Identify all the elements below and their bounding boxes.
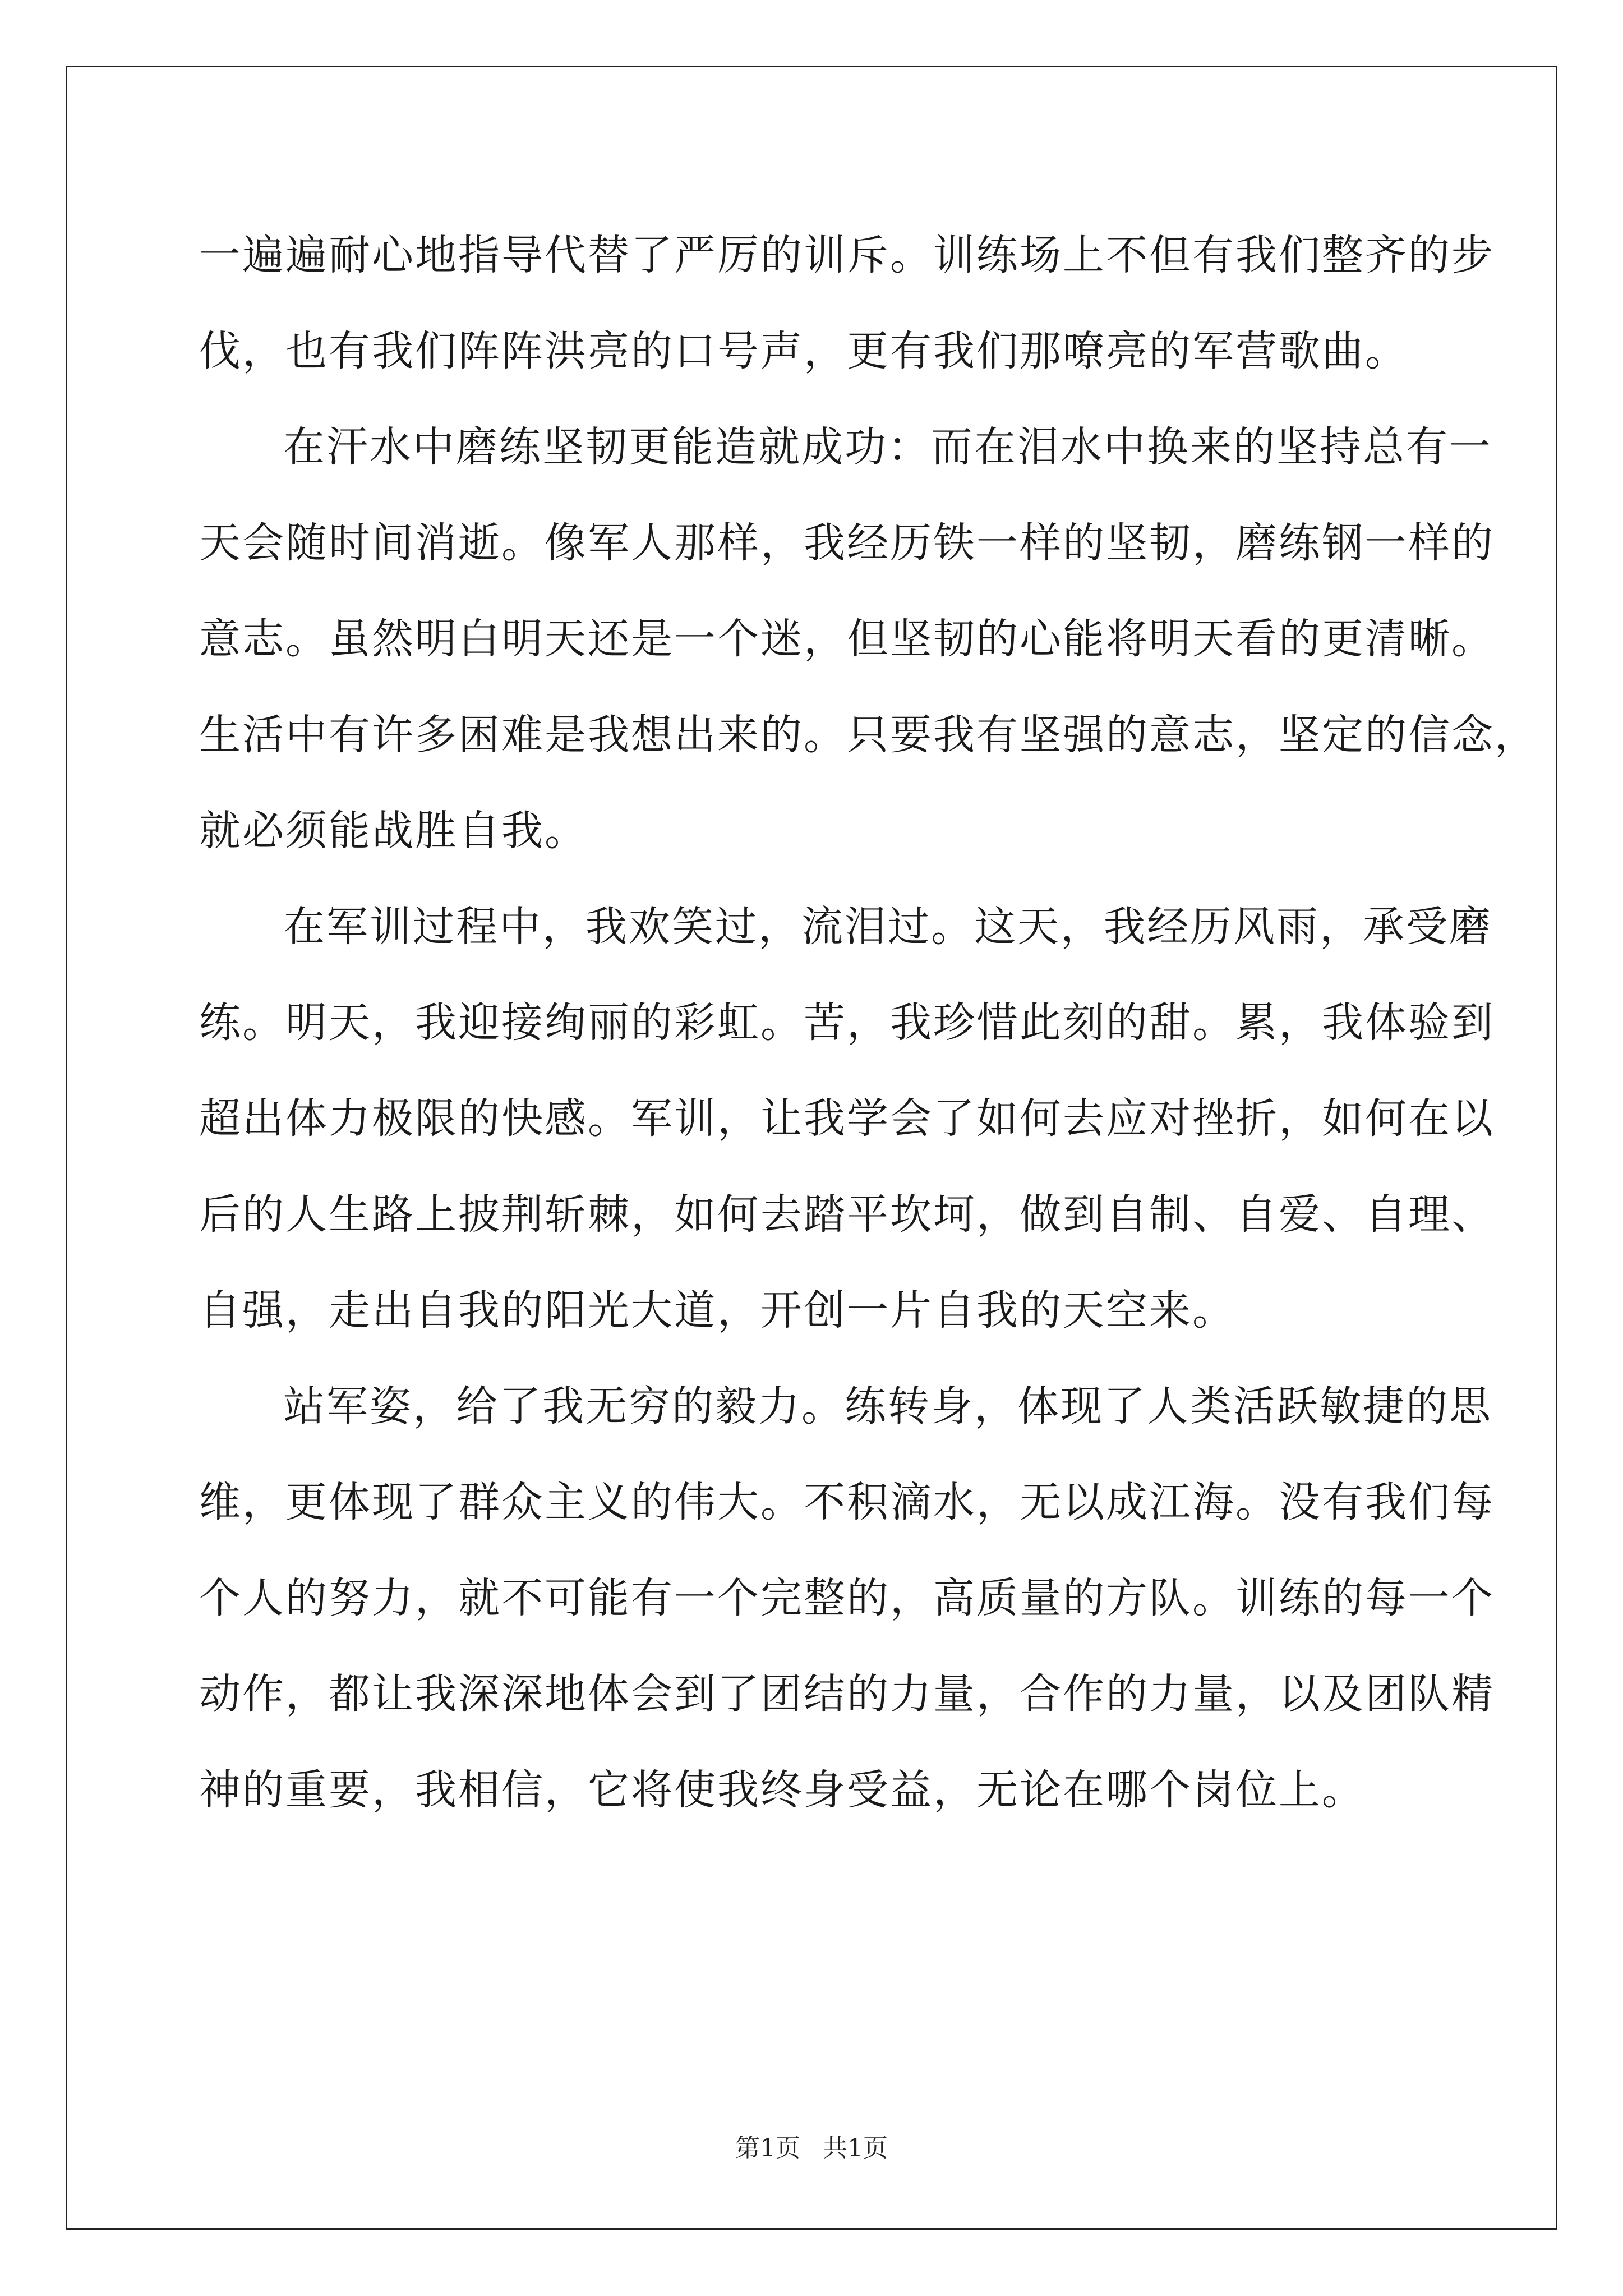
text-line-11: 后的人生路上披荆斩棘，如何去踏平坎坷，做到自制、自爱、自理、 <box>199 1190 1495 1239</box>
text-line-15: 个人的努力，就不可能有一个完整的，高质量的方队。训练的每一个 <box>199 1574 1495 1622</box>
text-line-4: 天会随时间消逝。像军人那样，我经历铁一样的坚韧，磨练钢一样的 <box>199 519 1495 567</box>
text-line-12: 自强，走出自我的阳光大道，开创一片自我的天空来。 <box>199 1286 1235 1335</box>
text-line-3: 在汗水中磨练坚韧更能造就成功：而在泪水中换来的坚持总有一 <box>283 423 1492 471</box>
text-line-5: 意志。虽然明白明天还是一个迷，但坚韧的心能将明天看的更清晰。 <box>199 615 1495 663</box>
page-number-current: 第1页 <box>735 2134 800 2162</box>
text-line-2: 伐，也有我们阵阵洪亮的口号声，更有我们那嘹亮的军营歌曲。 <box>199 327 1408 375</box>
text-line-10: 超出体力极限的快感。军训，让我学会了如何去应对挫折，如何在以 <box>199 1094 1495 1143</box>
text-line-16: 动作，都让我深深地体会到了团结的力量，合作的力量，以及团队精 <box>199 1670 1495 1718</box>
text-line-8: 在军训过程中，我欢笑过，流泪过。这天，我经历风雨，承受磨 <box>283 903 1492 951</box>
document-body <box>199 213 1538 1844</box>
text-line-9: 练。明天，我迎接绚丽的彩虹。苦，我珍惜此刻的甜。累，我体验到 <box>199 999 1495 1047</box>
text-line-1: 一遍遍耐心地指导代替了严厉的训斥。训练场上不但有我们整齐的步 <box>199 231 1495 279</box>
text-line-14: 维，更体现了群众主义的伟大。不积滴水，无以成江海。没有我们每 <box>199 1478 1495 1526</box>
page-number-total: 共1页 <box>823 2134 888 2162</box>
text-line-13: 站军姿，给了我无穷的毅力。练转身，体现了人类活跃敏捷的思 <box>283 1382 1492 1430</box>
text-line-6: 生活中有许多困难是我想出来的。只要我有坚强的意志，坚定的信念， <box>199 711 1538 759</box>
text-line-7: 就必须能战胜自我。 <box>199 807 588 855</box>
text-line-17: 神的重要，我相信，它将使我终身受益，无论在哪个岗位上。 <box>199 1766 1365 1814</box>
page-footer <box>0 2132 1623 2165</box>
